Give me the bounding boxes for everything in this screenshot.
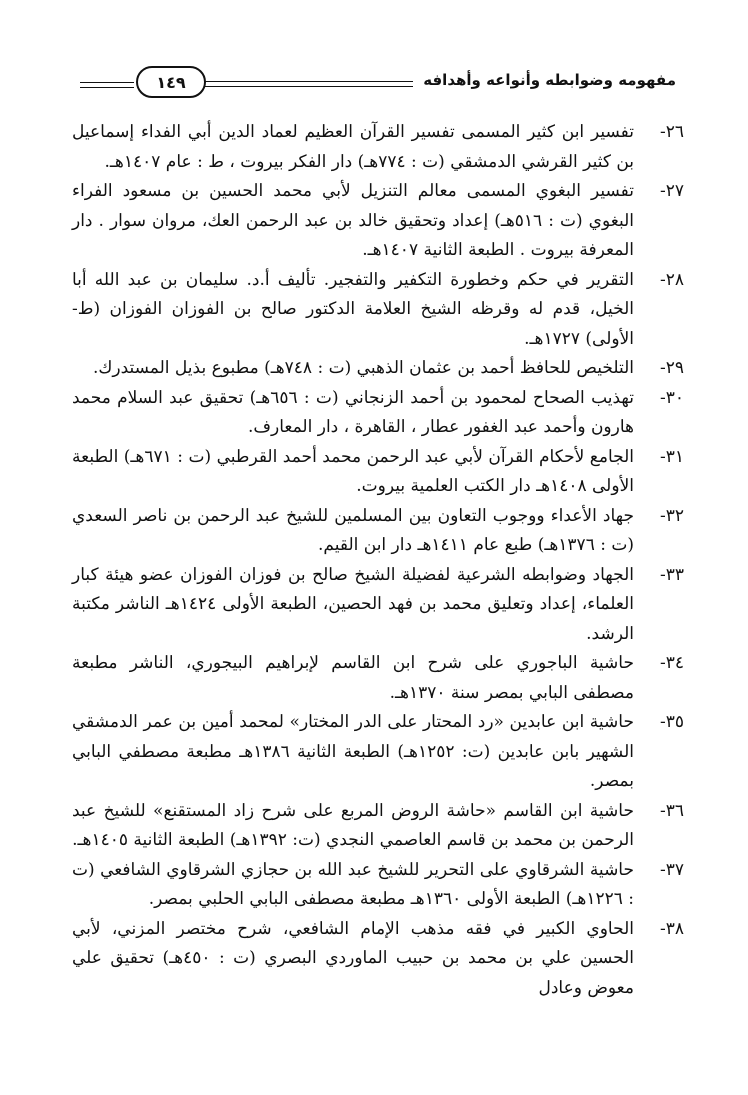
page-number: ١٤٩	[136, 66, 206, 98]
entry-text: تفسير البغوي المسمى معالم التنزيل لأبي محمد الحسين بن مسعود الفراء البغوي (ت : ٥١٦هـ) إعداد وتحقيق خالد بن عبد الرحمن العك، مروان سوار . دار المعرفة بيروت . الطبعة الثانية ١٤٠٧هـ.	[72, 181, 634, 260]
bibliography-entry	[72, 856, 684, 915]
entry-text: حاشية ابن عابدين «رد المحتار على الدر المختار» لمحمد أمين بن عمر الدمشقي الشهير بابن عابدين (ت: ١٢٥٢هـ) الطبعة الثانية ١٣٨٦هـ مطبعة مصطفي البابي بمصر.	[72, 712, 634, 791]
entry-text: حاشية الباجوري على شرح ابن القاسم لإبراهيم البيجوري، الناشر مطبعة مصطفى البابي بمصر سنة ١٣٧٠هـ.	[72, 653, 634, 703]
entry-text: جهاد الأعداء ووجوب التعاون بين المسلمين للشيخ عبد الرحمن بن ناصر السعدي (ت : ١٣٧٦هـ) طبع عام ١٤١١هـ دار ابن القيم.	[72, 505, 634, 555]
entry-text: التلخيص للحافظ أحمد بن عثمان الذهبي (ت : ٧٤٨هـ) مطبوع بذيل المستدرك.	[92, 358, 634, 378]
entry-number: ٣٨-	[659, 918, 684, 939]
bibliography-entry	[72, 384, 684, 443]
bibliography-entry	[72, 354, 684, 384]
bibliography-entry	[72, 443, 684, 502]
entry-text: التقرير في حكم وخطورة التكفير والتفجير. تأليف أ.د. سليمان بن عبد الله أبا الخيل، قدم له وقرظه الشيخ العلامة الدكتور صالح بن الفوزان الفوزان (ط-الأولى) ١٧٢٧هـ.	[72, 269, 634, 349]
running-title-container	[204, 64, 676, 96]
bibliography-entry	[72, 649, 684, 708]
running-title: مفهومه وضوابطه وأنواعه وأهدافه	[423, 71, 676, 89]
entry-number: ٣٢-	[659, 505, 684, 526]
entry-text: حاشية الشرقاوي على التحرير للشيخ عبد الله بن حجازي الشرقاوي الشافعي (ت : ١٢٢٦هـ) الطبعة الأولى ١٣٦٠هـ مطبعة مصطفى البابي الحلبي بمصر.	[72, 859, 634, 909]
bibliography-entry	[72, 708, 684, 797]
entry-text: الحاوي الكبير في فقه مذهب الإمام الشافعي، شرح مختصر المزني، لأبي الحسين علي بن محمد بن حبيب الماوردي البصري (ت : ٤٥٠هـ) تحقيق علي معوض وعادل	[72, 918, 634, 998]
header-rule-right	[204, 81, 413, 87]
entry-text: الجامع لأحكام القرآن لأبي عبد الرحمن محمد أحمد القرطبي (ت : ٦٧١هـ) الطبعة الأولى ١٤٠٨هـ دار الكتب العلمية بيروت.	[72, 446, 634, 496]
entry-number: ٣١-	[659, 446, 684, 467]
entry-number: ٣٥-	[659, 712, 684, 732]
entry-number: ٣٠-	[659, 387, 684, 408]
entry-number: ٢٦-	[659, 122, 684, 142]
entry-text: الجهاد وضوابطه الشرعية لفضيلة الشيخ صالح بن فوزان الفوزان عضو هيئة كبار العلماء، إعداد وتعليق محمد بن فهد الحصين، الطبعة الأولى ١٤٢٤هـ الناشر مكتبة الرشد.	[72, 564, 634, 644]
bibliography-entry	[72, 502, 684, 561]
bibliography-entry	[72, 177, 684, 266]
bibliography-entry	[72, 118, 684, 177]
entry-text: حاشية ابن القاسم «حاشة الروض المربع على شرح زاد المستقنع» للشيخ عبد الرحمن بن محمد بن قاسم العاصمي النجدي (ت: ١٣٩٢هـ) الطبعة الثانية ١٤٠٥هـ.	[72, 800, 634, 850]
running-header	[80, 62, 676, 98]
entry-number: ٣٦-	[659, 800, 684, 821]
bibliography-entry	[72, 561, 684, 650]
header-rule-left	[80, 82, 134, 88]
entry-text: تفسير ابن كثير المسمى تفسير القرآن العظيم لعماد الدين أبي الفداء إسماعيل بن كثير القرشي الدمشقي (ت : ٧٧٤هـ) دار الفكر بيروت ، ط : عام ١٤٠٧هـ.	[72, 122, 634, 172]
bibliography-entry	[72, 797, 684, 856]
entry-number: ٢٩-	[659, 358, 684, 378]
bibliography-list	[72, 118, 684, 1003]
entry-number: ٢٧-	[659, 181, 684, 201]
entry-number: ٢٨-	[659, 269, 684, 290]
entry-number: ٣٧-	[659, 859, 684, 880]
entry-number: ٣٤-	[659, 653, 684, 673]
entry-number: ٣٣-	[659, 564, 684, 585]
bibliography-entry	[72, 266, 684, 355]
bibliography-entry	[72, 915, 684, 1004]
entry-text: تهذيب الصحاح لمحمود بن أحمد الزنجاني (ت : ٦٥٦هـ) تحقيق عبد السلام محمد هارون وأحمد عبد الغفور عطار ، القاهرة ، دار المعارف.	[72, 387, 634, 437]
